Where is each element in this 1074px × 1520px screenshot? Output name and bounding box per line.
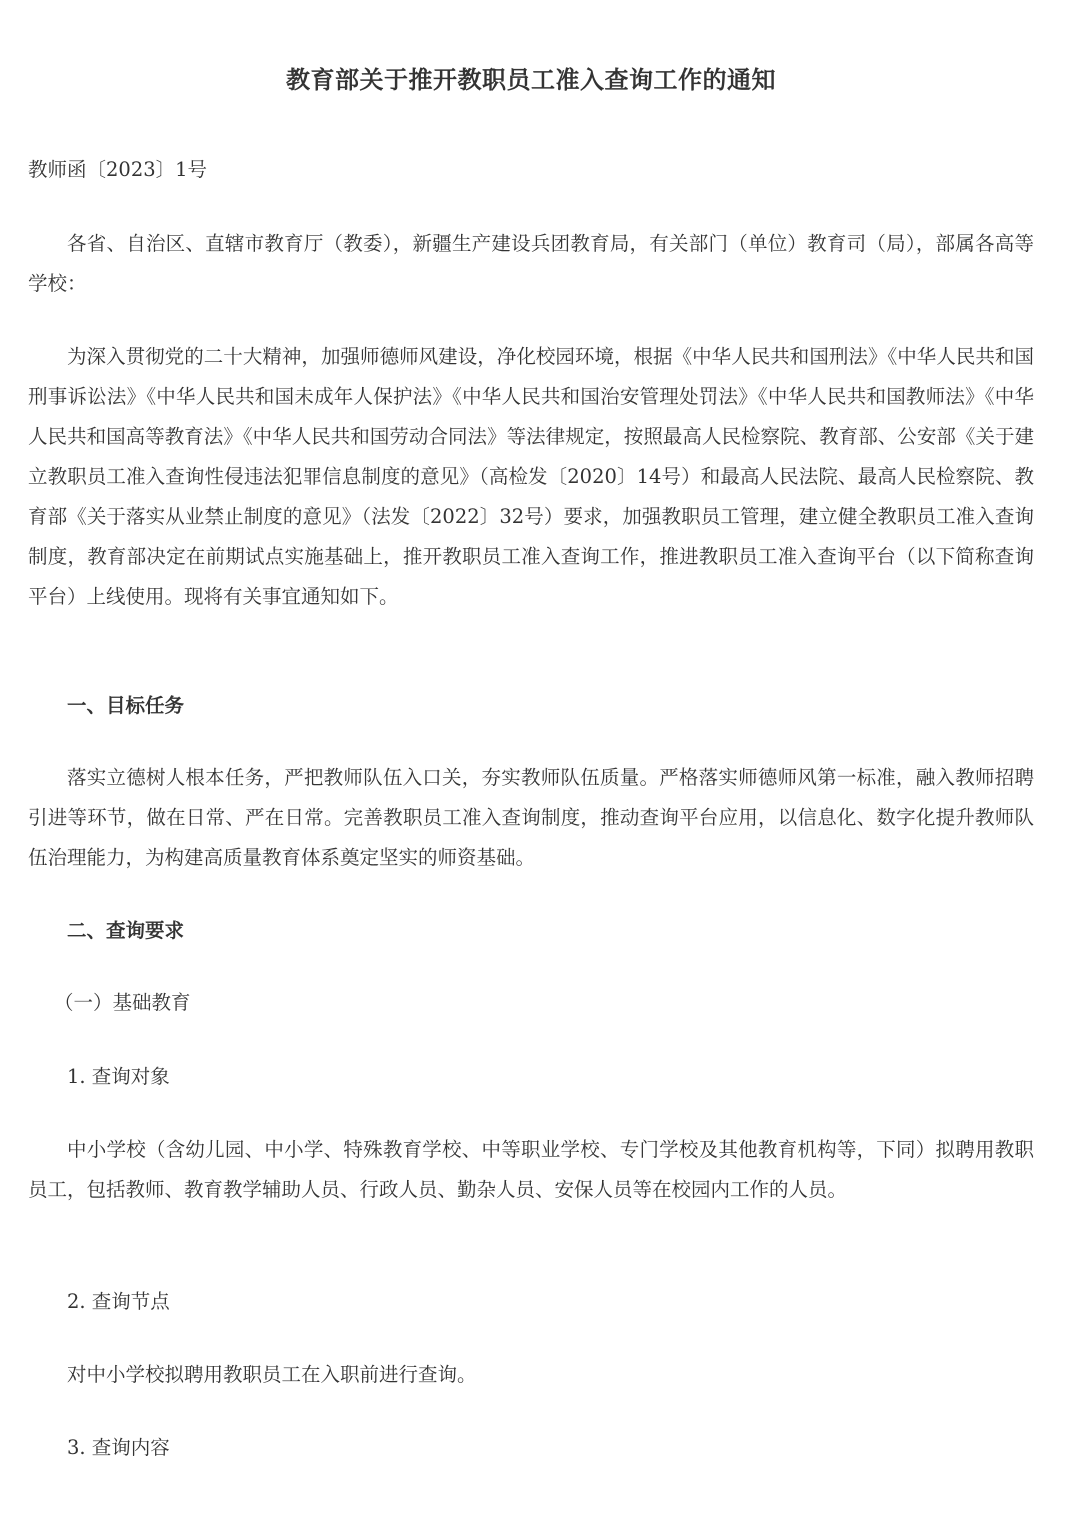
- addressee-paragraph: 各省、自治区、直辖市教育厅（教委），新疆生产建设兵团教育局，有关部门（单位）教育司（局），部属各高等学校：: [28, 232, 1034, 295]
- item-heading-query-node: 2. 查询节点: [67, 1290, 170, 1313]
- goals-paragraph: 落实立德树人根本任务，严把教师队伍入口关，夯实教师队伍质量。严格落实师德师风第一标准，融入教师招聘引进等环节，做在日常、严在日常。完善教职员工准入查询制度，推动查询平台应用，以信息化、数字化提升教师队伍治理能力，为构建高质量教育体系奠定坚实的师资基础。: [28, 766, 1034, 869]
- section-heading-goals: 一、目标任务: [67, 694, 185, 717]
- subsection-heading-basic-education: （一）基础教育: [54, 991, 191, 1014]
- query-node-paragraph: 对中小学校拟聘用教职员工在入职前进行查询。: [67, 1363, 477, 1386]
- intro-paragraph: 为深入贯彻党的二十大精神，加强师德师风建设，净化校园环境，根据《中华人民共和国刑法》《中华人民共和国刑事诉讼法》《中华人民共和国未成年人保护法》《中华人民共和国治安管理处罚法》《中华人民共和国教师法》《中华人民共和国高等教育法》《中华人民共和国劳动合同法》等法律规定，按照最高人民检察院、教育部、公安部《关于建立教职员工准入查询性侵违法犯罪信息制度的意见》（高检发〔2020〕14号）和最高人民法院、最高人民检察院、教育部《关于落实从业禁止制度的意见》（法发〔2022〕32号）要求，加强教职员工管理，建立健全教职员工准入查询制度，教育部决定在前期试点实施基础上，推开教职员工准入查询工作，推进教职员工准入查询平台（以下简称查询平台）上线使用。现将有关事宜通知如下。: [28, 345, 1034, 608]
- section-heading-requirements: 二、查询要求: [67, 919, 185, 942]
- document-number: 教师函〔2023〕1号: [28, 158, 208, 181]
- item-heading-query-target: 1. 查询对象: [67, 1065, 170, 1088]
- item-heading-query-content: 3. 查询内容: [67, 1436, 170, 1459]
- document-title: 教育部关于推开教职员工准入查询工作的通知: [286, 65, 776, 94]
- query-target-paragraph: 中小学校（含幼儿园、中小学、特殊教育学校、中等职业学校、专门学校及其他教育机构等，下同）拟聘用教职员工，包括教师、教育教学辅助人员、行政人员、勤杂人员、安保人员等在校园内工作的人员。: [28, 1138, 1034, 1201]
